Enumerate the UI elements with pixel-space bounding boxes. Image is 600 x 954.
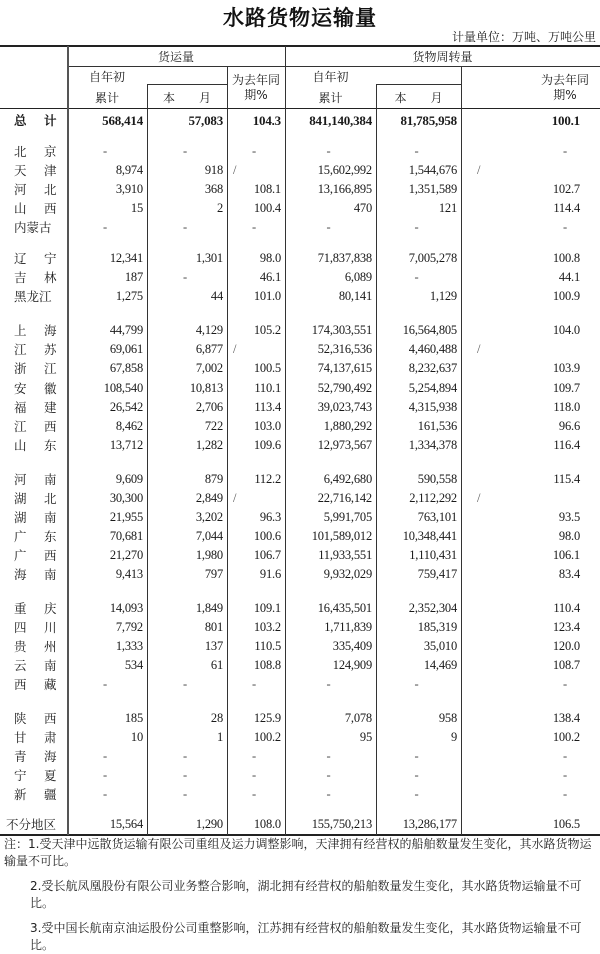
cell-turnover-month: 2,352,304 — [408, 601, 457, 615]
cell-turnover-ytd: 1,711,839 — [324, 620, 372, 634]
cell-volume-ytd: 67,858 — [109, 361, 143, 375]
cell-turnover-yoy: - — [563, 220, 567, 234]
table-row — [0, 180, 600, 199]
month-divider-1 — [147, 84, 227, 85]
cell-volume-yoy: 100.6 — [253, 529, 281, 543]
cell-turnover-month: - — [414, 787, 419, 801]
cell-turnover-month: 10,348,441 — [402, 529, 457, 543]
cell-turnover-ytd: 52,790,492 — [317, 381, 372, 395]
cell-turnover-yoy: - — [563, 749, 567, 763]
table-row — [0, 489, 600, 508]
cell-turnover-month: 35,010 — [423, 639, 457, 653]
cell-turnover-ytd: 9,932,029 — [323, 567, 372, 581]
cell-turnover-ytd: 11,933,551 — [318, 548, 372, 562]
cell-volume-yoy: / — [233, 163, 237, 177]
table-row — [0, 321, 600, 340]
cell-volume-yoy: - — [252, 749, 256, 763]
row-label: 陕 西 — [14, 711, 57, 726]
cell-volume-ytd: 30,300 — [109, 491, 143, 505]
cell-turnover-month: 161,536 — [417, 419, 457, 433]
table-row — [0, 508, 600, 527]
cell-turnover-yoy: 83.4 — [558, 567, 580, 581]
cell-turnover-yoy: - — [563, 768, 567, 782]
table-row — [0, 637, 600, 656]
cell-volume-ytd: 26,542 — [109, 400, 143, 414]
header-month-2: 本 月 — [394, 91, 443, 105]
cell-turnover-yoy: 115.4 — [553, 472, 580, 486]
cell-turnover-yoy: 100.2 — [552, 730, 580, 744]
cell-volume-yoy: 104.3 — [252, 113, 281, 128]
header-cumulative-2: 累计 — [318, 91, 343, 105]
cell-turnover-ytd: 1,880,292 — [323, 419, 372, 433]
cell-turnover-ytd: 80,141 — [338, 289, 372, 303]
header-yoy-2b: 期% — [553, 88, 577, 102]
cell-volume-month: 7,044 — [195, 529, 223, 543]
row-label: 广 西 — [14, 548, 57, 563]
cell-volume-ytd: 108,540 — [103, 381, 143, 395]
row-label: 新 疆 — [14, 787, 57, 802]
cell-volume-ytd: 568,414 — [102, 113, 143, 128]
cell-turnover-yoy: / — [477, 342, 481, 356]
row-label: 云 南 — [14, 658, 57, 673]
cell-volume-yoy: 108.1 — [253, 182, 281, 196]
cell-volume-month: 2 — [216, 201, 223, 215]
cell-turnover-yoy: / — [477, 163, 481, 177]
row-label: 重 庆 — [14, 601, 57, 616]
cell-volume-ytd: 14,093 — [109, 601, 143, 615]
cell-volume-yoy: 98.0 — [259, 251, 281, 265]
table-row — [0, 766, 600, 785]
cell-volume-ytd: 69,061 — [109, 342, 143, 356]
cell-volume-yoy: 96.3 — [259, 510, 281, 524]
table-row — [0, 161, 600, 180]
cell-volume-ytd: 185 — [124, 711, 143, 725]
cell-volume-yoy: - — [252, 144, 256, 158]
cell-volume-ytd: 8,974 — [115, 163, 143, 177]
cell-turnover-ytd: - — [326, 768, 331, 782]
row-label: 西 藏 — [14, 677, 57, 692]
cell-volume-month: 722 — [204, 419, 223, 433]
cell-volume-ytd: 9,609 — [115, 472, 143, 486]
cell-turnover-yoy: 116.4 — [553, 438, 580, 452]
row-label: 贵 州 — [14, 639, 57, 654]
cell-volume-month: 1,282 — [195, 438, 223, 452]
cell-volume-yoy: 108.8 — [253, 658, 281, 672]
row-label: 天 津 — [14, 163, 57, 178]
cell-volume-yoy: 101.0 — [253, 289, 281, 303]
cell-turnover-month: 1,110,431 — [409, 548, 457, 562]
cell-turnover-ytd: 52,316,536 — [317, 342, 372, 356]
cell-turnover-month: 1,334,378 — [408, 438, 457, 452]
row-label: 宁 夏 — [14, 768, 57, 783]
row-label: 山 东 — [14, 438, 57, 453]
table-row — [0, 199, 600, 218]
cell-volume-month: 61 — [210, 658, 223, 672]
row-label: 浙 江 — [14, 361, 57, 376]
table-row — [0, 747, 600, 766]
cell-volume-yoy: 46.1 — [259, 270, 281, 284]
cell-volume-yoy: 100.4 — [253, 201, 281, 215]
cell-turnover-month: 2,112,292 — [409, 491, 457, 505]
cell-volume-ytd: 21,955 — [109, 510, 143, 524]
row-label: 黑龙江 — [14, 289, 52, 304]
cell-volume-yoy: - — [252, 768, 256, 782]
group-divider — [67, 66, 600, 67]
cell-volume-ytd: 44,799 — [109, 323, 143, 337]
cell-volume-ytd: 15 — [130, 201, 143, 215]
cell-volume-ytd: 9,413 — [115, 567, 143, 581]
cell-turnover-month: - — [414, 768, 419, 782]
cell-volume-yoy: 125.9 — [253, 711, 281, 725]
cell-volume-month: 2,706 — [195, 400, 223, 414]
cell-volume-month: 918 — [204, 163, 223, 177]
cell-turnover-ytd: 15,602,992 — [317, 163, 372, 177]
cell-volume-yoy: / — [233, 342, 237, 356]
row-label: 四 川 — [14, 620, 57, 635]
cell-volume-ytd: 3,910 — [115, 182, 143, 196]
cell-volume-month: 879 — [204, 472, 223, 486]
row-label: 河 北 — [14, 182, 57, 197]
table-row — [0, 340, 600, 359]
cell-turnover-month: 185,319 — [417, 620, 457, 634]
cell-volume-yoy: 110.5 — [254, 639, 281, 653]
table-row — [0, 287, 600, 306]
cell-turnover-month: 4,460,488 — [408, 342, 457, 356]
cell-turnover-yoy: 100.8 — [552, 251, 580, 265]
cell-turnover-ytd: - — [326, 787, 331, 801]
cell-volume-month: 797 — [204, 567, 223, 581]
cell-turnover-month: 121 — [438, 201, 457, 215]
cell-volume-yoy: 108.0 — [253, 817, 281, 831]
cell-turnover-yoy: 106.5 — [552, 817, 580, 831]
cell-volume-month: 10,813 — [189, 381, 223, 395]
header-freight-turnover: 货物周转量 — [412, 50, 473, 64]
cell-volume-month: 44 — [210, 289, 223, 303]
cell-volume-yoy: 106.7 — [253, 548, 281, 562]
cell-volume-yoy: / — [233, 491, 237, 505]
cell-turnover-yoy: 98.0 — [558, 529, 580, 543]
row-label: 海 南 — [14, 567, 57, 582]
cell-turnover-yoy: / — [477, 491, 481, 505]
cell-volume-month: 1 — [216, 730, 223, 744]
cell-turnover-ytd: - — [326, 677, 331, 691]
cell-turnover-yoy: - — [563, 787, 567, 801]
cell-volume-month: - — [183, 749, 187, 763]
row-label: 江 苏 — [14, 342, 57, 357]
cell-volume-yoy: 105.2 — [253, 323, 281, 337]
cell-volume-yoy: 109.6 — [253, 438, 281, 452]
cell-volume-ytd: 15,564 — [109, 817, 143, 831]
header-month-1: 本 月 — [162, 91, 211, 105]
cell-volume-month: 57,083 — [188, 113, 223, 128]
cell-turnover-month: 590,558 — [417, 472, 457, 486]
cell-turnover-ytd: 16,435,501 — [317, 601, 372, 615]
cell-volume-ytd: 10 — [130, 730, 143, 744]
cell-volume-ytd: - — [103, 220, 107, 234]
cell-turnover-ytd: - — [326, 749, 331, 763]
row-label: 湖 南 — [14, 510, 57, 525]
cell-turnover-yoy: 120.0 — [552, 639, 580, 653]
cell-volume-yoy: 100.5 — [253, 361, 281, 375]
cell-volume-yoy: - — [252, 220, 256, 234]
cell-volume-yoy: 103.2 — [253, 620, 281, 634]
cell-turnover-month: 1,351,589 — [408, 182, 457, 196]
footnotes — [4, 836, 598, 954]
cell-turnover-yoy: 118.0 — [553, 400, 580, 414]
header-cumulative-1: 累计 — [94, 91, 119, 105]
cell-turnover-month: 4,315,938 — [408, 400, 457, 414]
row-label: 广 东 — [14, 529, 57, 544]
cell-volume-month: 1,301 — [195, 251, 223, 265]
cell-volume-yoy: 110.1 — [254, 381, 281, 395]
table-row — [0, 728, 600, 747]
cell-turnover-ytd: 155,750,213 — [311, 817, 372, 831]
cell-volume-month: 801 — [204, 620, 223, 634]
cell-turnover-yoy: 114.4 — [553, 201, 580, 215]
cell-turnover-yoy: 96.6 — [558, 419, 580, 433]
cell-volume-month: 2,849 — [195, 491, 223, 505]
cell-turnover-yoy: 104.0 — [552, 323, 580, 337]
row-label: 内蒙古 — [14, 220, 52, 235]
table-row — [0, 546, 600, 565]
header-freight-volume: 货运量 — [157, 50, 194, 64]
cell-turnover-ytd: 12,973,567 — [317, 438, 372, 452]
cell-turnover-ytd: 841,140,384 — [309, 113, 372, 128]
cell-turnover-yoy: 123.4 — [552, 620, 580, 634]
cell-volume-month: 6,877 — [195, 342, 223, 356]
cell-volume-month: 3,202 — [195, 510, 223, 524]
cell-turnover-ytd: 335,409 — [332, 639, 372, 653]
cell-turnover-ytd: 6,492,680 — [323, 472, 372, 486]
cell-volume-yoy: 103.0 — [253, 419, 281, 433]
cell-volume-ytd: 1,275 — [115, 289, 143, 303]
table-row — [0, 709, 600, 728]
cell-turnover-ytd: 124,909 — [332, 658, 372, 672]
cell-turnover-month: 1,544,676 — [408, 163, 457, 177]
cell-turnover-month: 16,564,805 — [402, 323, 457, 337]
cell-turnover-yoy: 102.7 — [552, 182, 580, 196]
cell-volume-yoy: 91.6 — [259, 567, 281, 581]
cell-turnover-month: 13,286,177 — [402, 817, 457, 831]
row-label: 河 南 — [14, 472, 57, 487]
cell-volume-month: 137 — [204, 639, 223, 653]
table-row — [0, 398, 600, 417]
cell-volume-yoy: 112.2 — [254, 472, 281, 486]
header-yoy-2a: 为去年同 — [540, 73, 589, 87]
cell-turnover-ytd: 174,303,551 — [311, 323, 372, 337]
unit-label: 计量单位：万吨、万吨公里 — [451, 30, 596, 44]
cell-volume-ytd: - — [103, 749, 107, 763]
row-label: 青 海 — [14, 749, 57, 764]
cell-turnover-yoy: 110.4 — [553, 601, 580, 615]
cell-turnover-ytd: 22,716,142 — [317, 491, 372, 505]
table-row — [0, 675, 600, 694]
table-top-border — [0, 45, 600, 47]
header-bottom-border — [0, 108, 600, 109]
row-label: 山 西 — [14, 201, 57, 216]
row-label: 吉 林 — [14, 270, 57, 285]
cell-volume-month: 1,980 — [195, 548, 223, 562]
cell-turnover-month: 5,254,894 — [408, 381, 457, 395]
cell-volume-yoy: 113.4 — [254, 400, 281, 414]
cell-turnover-ytd: 470 — [353, 201, 372, 215]
cell-volume-month: 368 — [204, 182, 223, 196]
month-divider-2 — [376, 84, 461, 85]
table-row — [0, 379, 600, 398]
cell-volume-yoy: - — [252, 787, 256, 801]
cell-volume-month: - — [183, 787, 187, 801]
cell-turnover-ytd: - — [326, 144, 331, 158]
cell-turnover-yoy: - — [563, 144, 567, 158]
row-label: 福 建 — [14, 400, 57, 415]
cell-volume-ytd: 534 — [124, 658, 143, 672]
cell-volume-month: 1,290 — [195, 817, 223, 831]
cell-volume-ytd: - — [103, 144, 107, 158]
row-label: 安 徽 — [14, 381, 57, 396]
row-label: 湖 北 — [14, 491, 57, 506]
cell-turnover-yoy: 109.7 — [552, 381, 580, 395]
table-row — [0, 249, 600, 268]
cell-turnover-yoy: 100.1 — [551, 113, 580, 128]
cell-turnover-ytd: 95 — [359, 730, 372, 744]
cell-volume-ytd: 8,462 — [115, 419, 143, 433]
cell-turnover-yoy: - — [563, 677, 567, 691]
cell-turnover-yoy: 106.1 — [552, 548, 580, 562]
table-row — [0, 268, 600, 287]
cell-volume-month: - — [183, 220, 187, 234]
cell-volume-yoy: - — [252, 677, 256, 691]
cell-turnover-ytd: 39,023,743 — [317, 400, 372, 414]
cell-volume-month: 28 — [210, 711, 223, 725]
table-row — [0, 142, 600, 161]
cell-turnover-month: 763,101 — [417, 510, 457, 524]
header-yoy-1a: 为去年同 — [231, 73, 280, 87]
cell-turnover-ytd: 6,089 — [344, 270, 372, 284]
footnote-2: 2.受长航凤凰股份有限公司业务整合影响，湖北拥有经营权的船舶数量发生变化，其水路货物运输量不可比。 — [30, 879, 582, 910]
table-row — [0, 359, 600, 378]
row-label: 辽 宁 — [14, 251, 57, 266]
cell-volume-yoy: 109.1 — [253, 601, 281, 615]
cell-turnover-ytd: 7,078 — [344, 711, 372, 725]
cell-turnover-month: 14,469 — [423, 658, 457, 672]
table-row — [0, 656, 600, 675]
row-label: 江 西 — [14, 419, 57, 434]
table-row — [0, 599, 600, 618]
cell-volume-month: - — [183, 768, 187, 782]
cell-turnover-ytd: 74,137,615 — [317, 361, 372, 375]
total-row — [0, 111, 600, 130]
cell-turnover-month: 759,417 — [417, 567, 457, 581]
header-yoy-1b: 期% — [244, 88, 268, 102]
cell-turnover-ytd: 101,589,012 — [311, 529, 372, 543]
cell-volume-month: 1,849 — [195, 601, 223, 615]
cell-volume-yoy: 100.2 — [253, 730, 281, 744]
row-label: 北 京 — [14, 144, 57, 159]
table-row — [0, 785, 600, 804]
cell-volume-ytd: 13,712 — [109, 438, 143, 452]
footnote-3: 3.受中国长航南京油运股份公司重整影响，江苏拥有经营权的船舶数量发生变化，其水路货物运输量不可比。 — [30, 921, 582, 952]
cell-volume-ytd: 187 — [124, 270, 143, 284]
page-title: 水路货物运输量 — [223, 6, 377, 30]
cell-turnover-ytd: - — [326, 220, 331, 234]
cell-volume-month: 4,129 — [195, 323, 223, 337]
cell-volume-ytd: - — [103, 768, 107, 782]
cell-turnover-month: - — [414, 220, 419, 234]
table-row — [0, 527, 600, 546]
footnote-1: 注：1.受天津中远散货运输有限公司重组及运力调整影响，天津拥有经营权的船舶数量发生变化，其水路货物运输量不可比。 — [4, 837, 592, 868]
cell-turnover-month: 958 — [438, 711, 457, 725]
cell-turnover-month: - — [414, 144, 419, 158]
cell-turnover-yoy: 108.7 — [552, 658, 580, 672]
cell-turnover-ytd: 13,166,895 — [317, 182, 372, 196]
cell-volume-ytd: 70,681 — [109, 529, 143, 543]
cell-volume-month: 7,002 — [195, 361, 223, 375]
cell-turnover-yoy: 103.9 — [552, 361, 580, 375]
row-label: 上 海 — [14, 323, 57, 338]
cell-volume-ytd: - — [103, 787, 107, 801]
header-ytd-2: 自年初 — [312, 70, 349, 84]
cell-turnover-yoy: 93.5 — [558, 510, 580, 524]
cell-volume-ytd: 12,341 — [109, 251, 143, 265]
cell-turnover-month: - — [414, 270, 419, 284]
header-ytd-1: 自年初 — [88, 70, 125, 84]
cell-turnover-month: 81,785,958 — [400, 113, 457, 128]
cell-volume-ytd: 1,333 — [115, 639, 143, 653]
cell-volume-month: - — [183, 144, 187, 158]
row-label: 不分地区 — [6, 817, 57, 832]
cell-turnover-yoy: 138.4 — [552, 711, 580, 725]
table-row — [0, 618, 600, 637]
table-row — [0, 417, 600, 436]
cell-volume-ytd: - — [103, 677, 107, 691]
cell-volume-ytd: 21,270 — [109, 548, 143, 562]
cell-turnover-month: 7,005,278 — [408, 251, 457, 265]
cell-volume-ytd: 7,792 — [115, 620, 143, 634]
cell-turnover-ytd: 71,837,838 — [317, 251, 372, 265]
row-label: 甘 肃 — [14, 730, 57, 745]
cell-turnover-yoy: 100.9 — [552, 289, 580, 303]
cell-turnover-month: - — [414, 749, 419, 763]
table-row — [0, 436, 600, 455]
table-row — [0, 815, 600, 834]
cell-turnover-month: 9 — [450, 730, 457, 744]
cell-turnover-yoy: 44.1 — [558, 270, 580, 284]
table-row — [0, 470, 600, 489]
cell-turnover-ytd: 5,991,705 — [323, 510, 372, 524]
cell-volume-month: - — [183, 270, 187, 284]
table-row — [0, 218, 600, 237]
row-label: 总 计 — [14, 113, 57, 128]
cell-volume-month: - — [183, 677, 187, 691]
cell-turnover-month: 8,232,637 — [408, 361, 457, 375]
table-row — [0, 565, 600, 584]
cell-turnover-month: 1,129 — [429, 289, 457, 303]
cell-turnover-month: - — [414, 677, 419, 691]
